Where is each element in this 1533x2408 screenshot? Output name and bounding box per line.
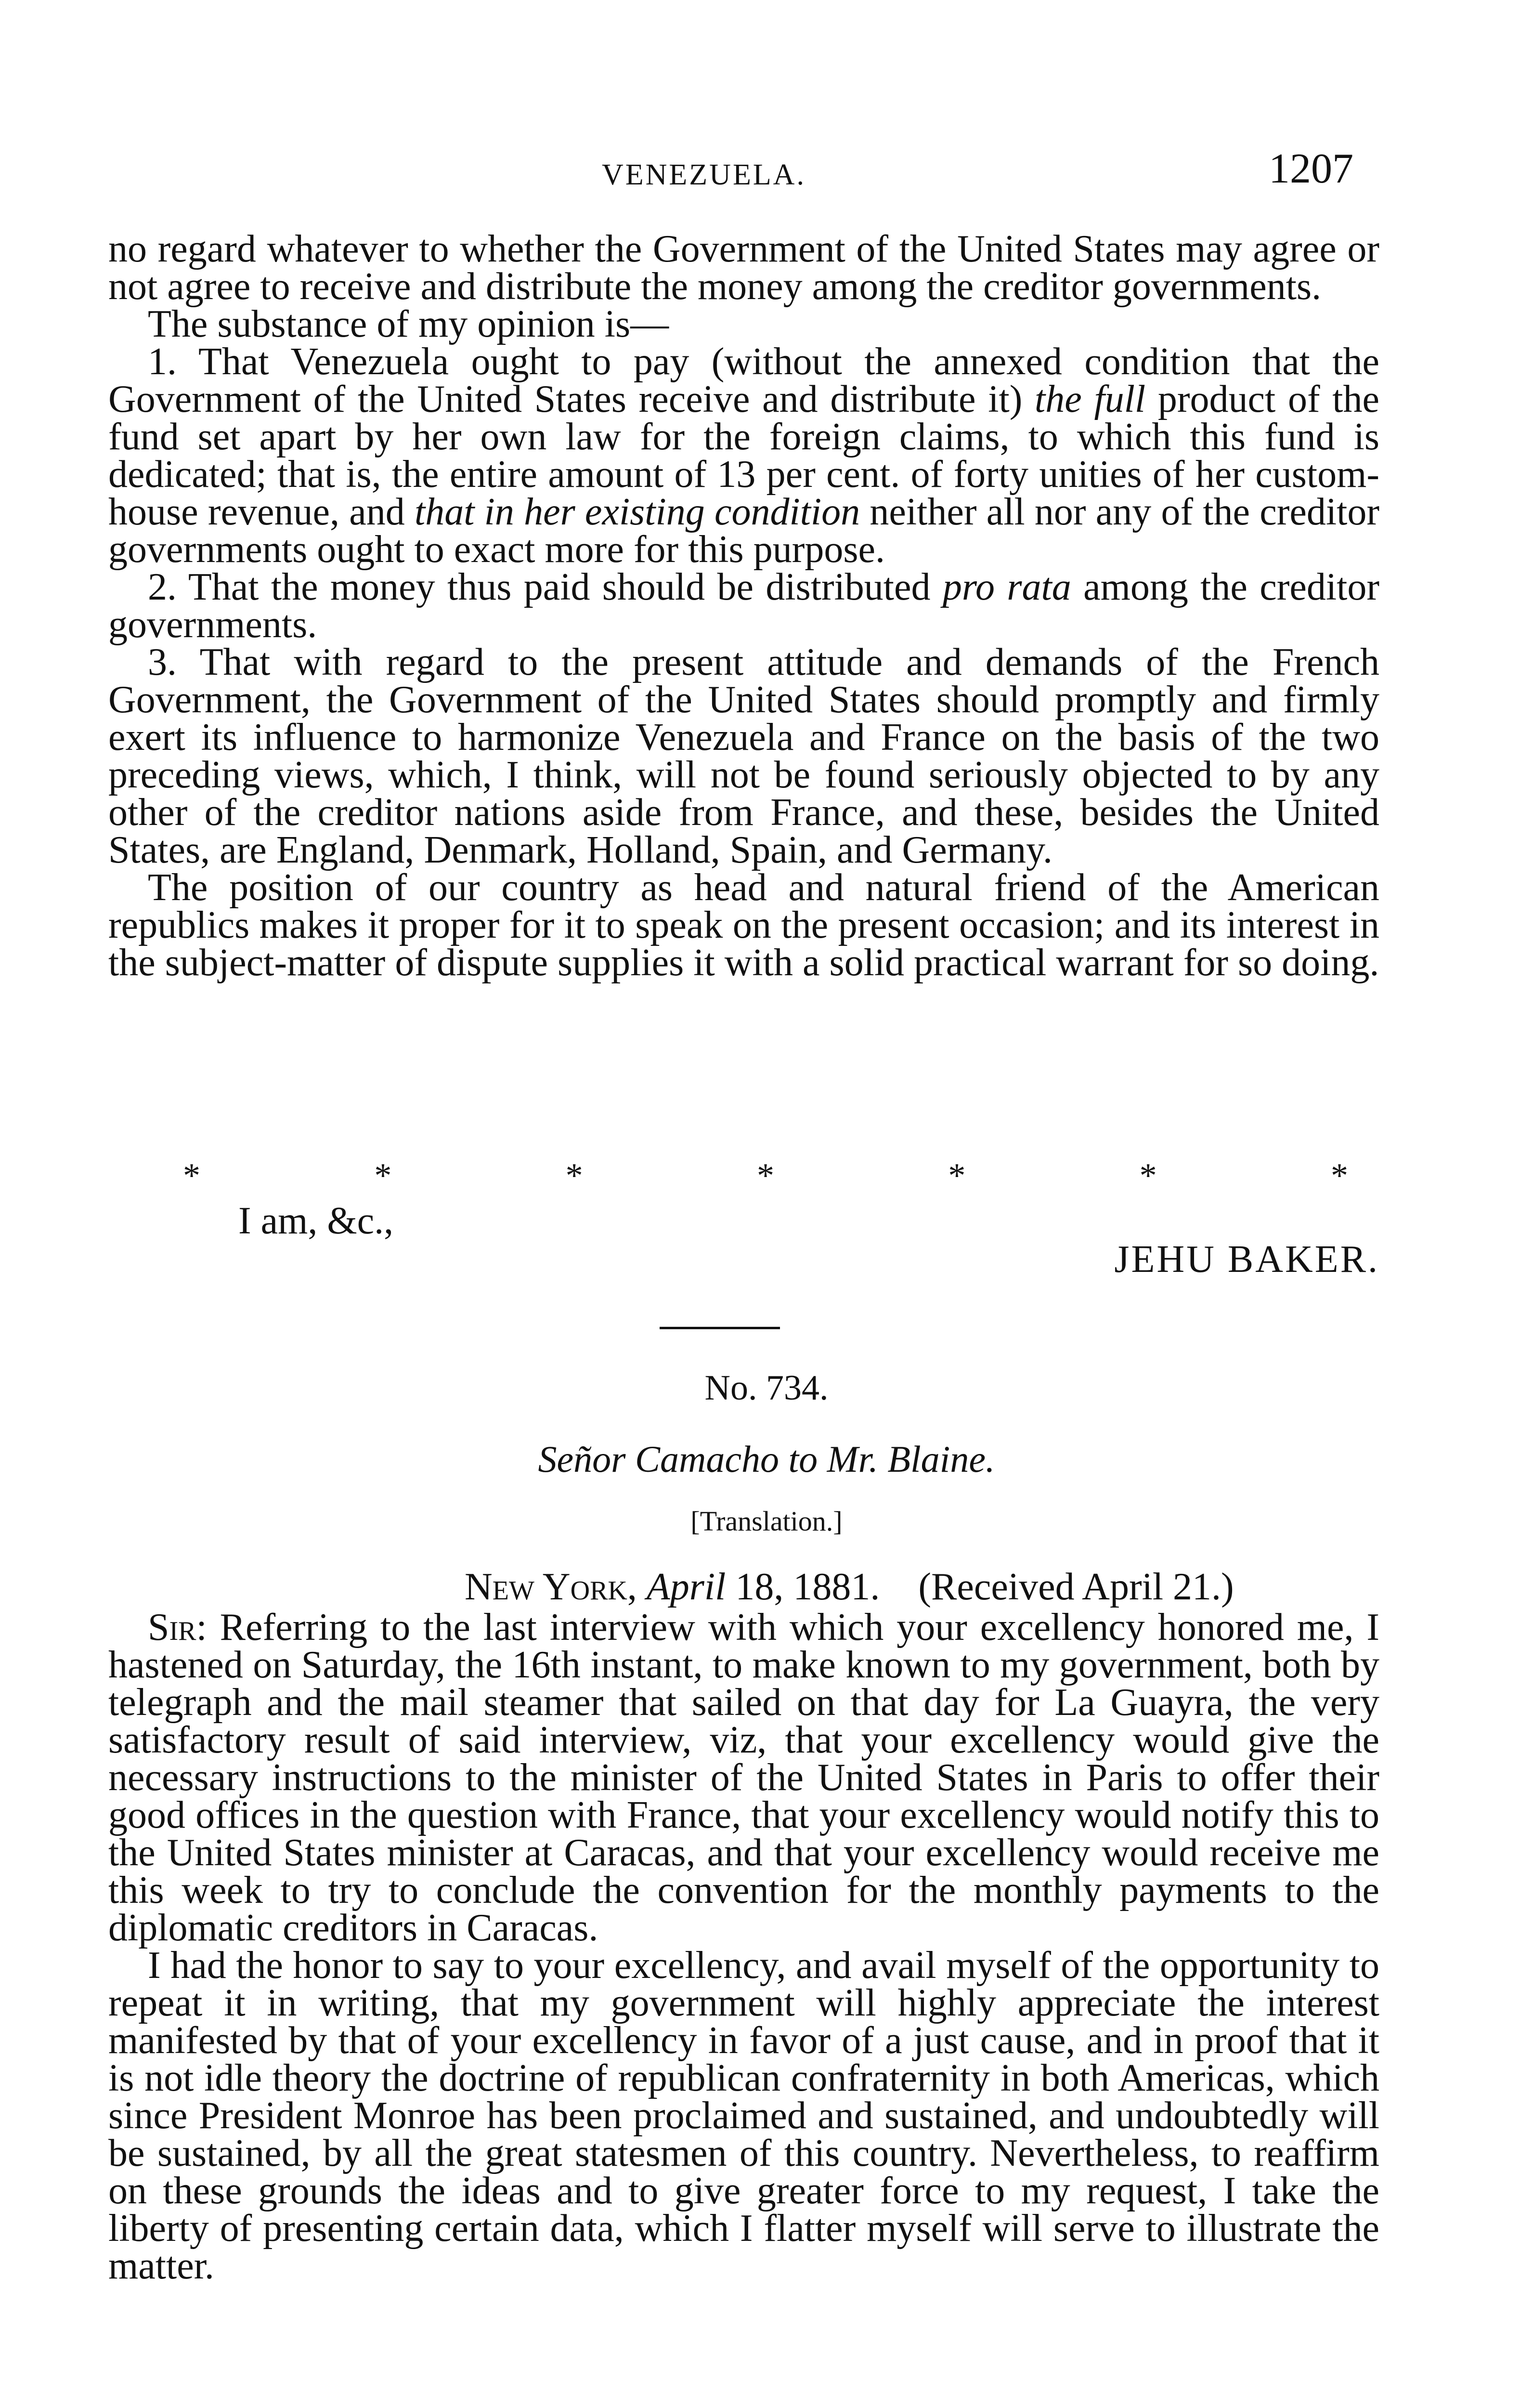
running-title: VENEZUELA. <box>602 158 806 191</box>
point-2-end: among the creditor governments. <box>108 566 1379 646</box>
translation-note: [Translation.] <box>690 1505 843 1537</box>
dateline-received: (Received April 21.) <box>918 1566 1234 1608</box>
letter-closing <box>108 1199 1379 1296</box>
dateline-place: New York, <box>465 1566 637 1608</box>
point-2-emphasis-pro-rata: pro rata <box>942 566 1071 608</box>
point-1-end: neither all nor any of the creditor governments ought to exact more for this purpose. <box>108 491 1380 571</box>
ellipsis-stars <box>183 1156 1348 1196</box>
salutation-sir: Sir <box>148 1606 196 1649</box>
section-divider <box>660 1327 780 1329</box>
paragraph-continuation: no regard whatever to whether the Government of the United States may agree or not agree to receive and distribute the money among the creditor governments. <box>108 228 1379 308</box>
point-1-middle: product of the fund set apart by her own law for the foreign claims, to which this fund is dedicated; that is, the entire amount of 13 per cent. of forty unities of her custom-house revenue, and <box>108 378 1380 533</box>
dateline <box>465 1565 1234 1609</box>
point-1-emphasis-full: the full <box>1035 378 1146 420</box>
paragraph-point-1 <box>108 340 1380 571</box>
star-mark: * <box>1330 1156 1348 1195</box>
document-number: No. 734. <box>704 1368 829 1408</box>
star-mark: * <box>1139 1156 1157 1195</box>
page-header <box>0 144 1533 202</box>
dateline-date: 18, 1881. <box>726 1566 880 1608</box>
closing-salutation: I am, &c., <box>238 1200 394 1242</box>
paragraph-sir <box>108 1606 1379 1949</box>
star-mark: * <box>948 1156 966 1195</box>
paragraph-honor: I had the honor to say to your excellency, and avail myself of the opportunity to repeat it in writing, that my government will highly appreciate the interest manifested by that of your excellency in favor of a just cause, and in proof that it is not idle theory the doctrine of republican confraternity in both Americas, which since President Monroe has been proclaimed and sustained, and undoubtedly will be sustained, by all the great statesmen of this country. Nevertheless, to reaffirm on these grounds the ideas and to give greater force to my request, I take the liberty of presenting certain data, which I flatter myself will serve to illustrate the matter. <box>108 1944 1379 2287</box>
star-mark: * <box>374 1156 392 1195</box>
document-title: Señor Camacho to Mr. Blaine. <box>538 1438 995 1480</box>
star-mark: * <box>565 1156 583 1195</box>
letter-body-upper <box>108 230 1379 982</box>
paragraph-point-2 <box>108 566 1379 646</box>
signature: JEHU BAKER. <box>1114 1238 1379 1281</box>
star-mark: * <box>183 1156 200 1195</box>
letter-body-lower <box>108 1606 1379 2287</box>
point-1-emphasis-condition: that in her existing condition <box>414 491 860 533</box>
paragraph-opinion-intro: The substance of my opinion is— <box>148 303 669 345</box>
dateline-month: April <box>646 1566 726 1608</box>
star-mark: * <box>756 1156 774 1195</box>
point-1-start: 1. That Venezuela ought to pay (without the annexed condition that the Government of the United States receive and distribute it) <box>108 340 1379 420</box>
paragraph-sir-text: : Referring to the last interview with which your excellency honored me, I hastened on Saturday, the 16th instant, to make known to my government, both by telegraph and the mail steamer that sailed on that day for La Guayra, the very satisfactory result of said interview, viz, that your excellency would give the necessary instructions to the minister of the United States in Paris to offer their good offices in the question with France, that your excellency would notify this to the United States minister at Caracas, and that your excellency would receive me this week to try to conclude the convention for the monthly payments to the diplomatic creditors in Caracas. <box>108 1606 1379 1949</box>
point-2-start: 2. That the money thus paid should be distributed <box>148 566 943 608</box>
paragraph-position: The position of our country as head and natural friend of the American republics makes it proper for it to speak on the present occasion; and its interest in the subject-matter of dispute supplies it with a solid practical warrant for so doing. <box>108 866 1379 984</box>
page-number: 1207 <box>1269 145 1353 192</box>
paragraph-point-3: 3. That with regard to the present attitude and demands of the French Government, the Government of the United States should promptly and firmly exert its influence to harmonize Venezuela and France on the basis of the two preceding views, which, I think, will not be found seriously objected to by any other of the creditor nations aside from France, and these, besides the United States, are England, Denmark, Holland, Spain, and Germany. <box>108 641 1379 871</box>
